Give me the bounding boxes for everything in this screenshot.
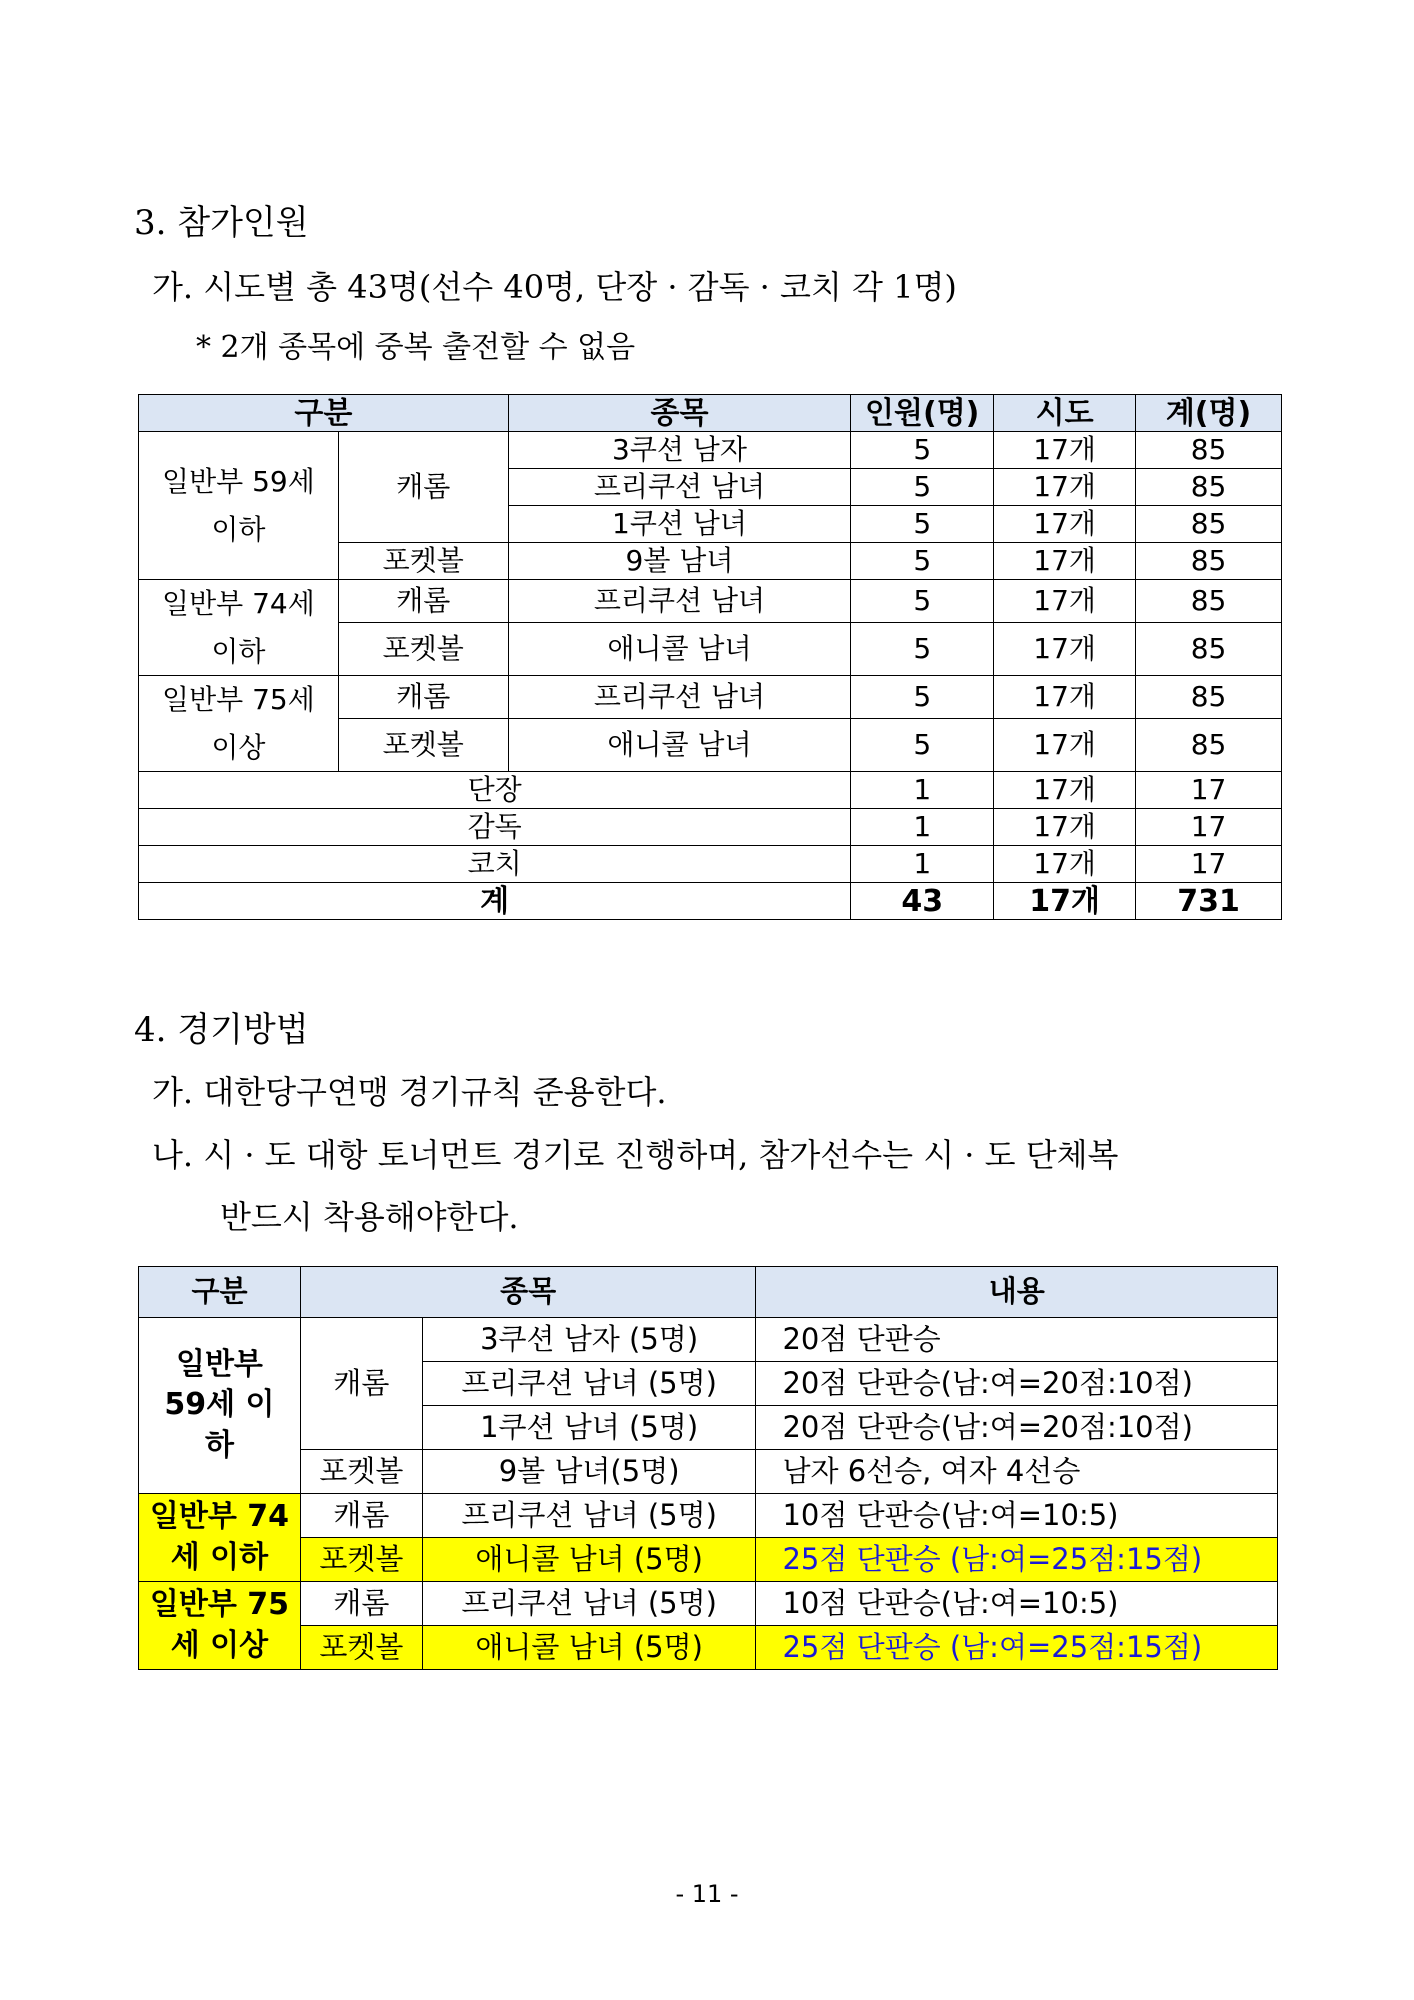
total-cell: 85: [1136, 719, 1282, 772]
sub-cell: 포켓볼: [338, 719, 508, 772]
sub-cell: 포켓볼: [300, 1450, 422, 1494]
sido-cell: 17개: [994, 772, 1136, 809]
table-row: [139, 1582, 1278, 1626]
section4-line-na-1: 나. 시 · 도 대항 토너먼트 경기로 진행하며, 참가선수는 시 · 도 단체복: [152, 1136, 1119, 1174]
sub-cell: 캐롬: [338, 580, 508, 623]
sub-cell: 캐롬: [338, 676, 508, 719]
sum-label: 계: [139, 883, 851, 920]
group-cell: 일반부 59세 이하: [139, 1318, 301, 1494]
group-cell: 일반부 74세 이하: [139, 580, 339, 676]
header-people: 인원(명): [851, 395, 994, 432]
header-event: 종목: [300, 1267, 756, 1318]
content-cell: 20점 단판승(남:여=20점:10점): [756, 1362, 1278, 1406]
content-cell: 20점 단판승: [756, 1318, 1278, 1362]
sum-people: 43: [851, 883, 994, 920]
table-row: [139, 1494, 1278, 1538]
event-cell: 9볼 남녀(5명): [422, 1450, 756, 1494]
total-cell: 17: [1136, 846, 1282, 883]
content-cell: 남자 6선승, 여자 4선승: [756, 1450, 1278, 1494]
match-method-table: [138, 1266, 1278, 1670]
content-cell: 25점 단판승 (남:여=25점:15점): [756, 1626, 1278, 1670]
people-cell: 5: [851, 469, 994, 506]
sido-cell: 17개: [994, 846, 1136, 883]
sub-cell: 포켓볼: [300, 1538, 422, 1582]
table-header-row: [139, 1267, 1278, 1318]
table-row: [139, 1450, 1278, 1494]
total-cell: 85: [1136, 543, 1282, 580]
sub-cell: 캐롬: [300, 1318, 422, 1450]
sub-cell: 캐롬: [300, 1582, 422, 1626]
people-cell: 1: [851, 846, 994, 883]
group-cell: 일반부 59세 이하: [139, 432, 339, 580]
event-cell: 3쿠션 남자: [508, 432, 851, 469]
sido-cell: 17개: [994, 622, 1136, 675]
content-cell: 10점 단판승(남:여=10:5): [756, 1582, 1278, 1626]
participants-table: [138, 394, 1282, 920]
group-cell: 일반부 75세 이상: [139, 1582, 301, 1670]
event-cell: 프리쿠션 남녀: [508, 676, 851, 719]
people-cell: 5: [851, 506, 994, 543]
people-cell: 5: [851, 676, 994, 719]
section4-heading: 4. 경기방법: [134, 1010, 309, 1050]
sido-cell: 17개: [994, 506, 1136, 543]
staff-label: 코치: [139, 846, 851, 883]
table-row: [139, 1318, 1278, 1362]
people-cell: 1: [851, 772, 994, 809]
people-cell: 5: [851, 719, 994, 772]
section4-line-ga: 가. 대한당구연맹 경기규칙 준용한다.: [152, 1073, 667, 1111]
total-cell: 85: [1136, 676, 1282, 719]
table-row: [139, 676, 1282, 719]
group-cell: 일반부 74세 이하: [139, 1494, 301, 1582]
sido-cell: 17개: [994, 719, 1136, 772]
page-number: - 11 -: [675, 1880, 739, 1908]
total-cell: 85: [1136, 622, 1282, 675]
sub-cell: 포켓볼: [338, 543, 508, 580]
sido-cell: 17개: [994, 676, 1136, 719]
sido-cell: 17개: [994, 469, 1136, 506]
event-cell: 애니콜 남녀 (5명): [422, 1626, 756, 1670]
header-category: 구분: [139, 395, 509, 432]
people-cell: 5: [851, 580, 994, 623]
staff-row: [139, 809, 1282, 846]
content-cell: 25점 단판승 (남:여=25점:15점): [756, 1538, 1278, 1582]
people-cell: 5: [851, 622, 994, 675]
group-cell: 일반부 75세 이상: [139, 676, 339, 772]
total-cell: 17: [1136, 809, 1282, 846]
content-cell: 10점 단판승(남:여=10:5): [756, 1494, 1278, 1538]
event-cell: 3쿠션 남자 (5명): [422, 1318, 756, 1362]
sub-cell: 포켓볼: [300, 1626, 422, 1670]
event-cell: 애니콜 남녀: [508, 622, 851, 675]
content-cell: 20점 단판승(남:여=20점:10점): [756, 1406, 1278, 1450]
total-cell: 85: [1136, 506, 1282, 543]
sido-cell: 17개: [994, 432, 1136, 469]
total-cell: 85: [1136, 432, 1282, 469]
table-row: [139, 580, 1282, 623]
section3-heading: 3. 참가인원: [134, 203, 309, 243]
people-cell: 1: [851, 809, 994, 846]
sum-row: [139, 883, 1282, 920]
sum-total: 731: [1136, 883, 1282, 920]
table-row: [139, 1626, 1278, 1670]
total-cell: 85: [1136, 469, 1282, 506]
event-cell: 1쿠션 남녀 (5명): [422, 1406, 756, 1450]
event-cell: 프리쿠션 남녀 (5명): [422, 1582, 756, 1626]
staff-row: [139, 846, 1282, 883]
header-total: 계(명): [1136, 395, 1282, 432]
table-row: [139, 432, 1282, 469]
staff-row: [139, 772, 1282, 809]
event-cell: 애니콜 남녀 (5명): [422, 1538, 756, 1582]
event-cell: 프리쿠션 남녀 (5명): [422, 1494, 756, 1538]
table-header-row: [139, 395, 1282, 432]
people-cell: 5: [851, 543, 994, 580]
sub-cell: 캐롬: [300, 1494, 422, 1538]
event-cell: 프리쿠션 남녀 (5명): [422, 1362, 756, 1406]
sido-cell: 17개: [994, 580, 1136, 623]
event-cell: 프리쿠션 남녀: [508, 580, 851, 623]
event-cell: 1쿠션 남녀: [508, 506, 851, 543]
total-cell: 85: [1136, 580, 1282, 623]
staff-label: 단장: [139, 772, 851, 809]
header-category: 구분: [139, 1267, 301, 1318]
staff-label: 감독: [139, 809, 851, 846]
section3-note: * 2개 종목에 중복 출전할 수 없음: [196, 330, 636, 365]
sub-cell: 포켓볼: [338, 622, 508, 675]
sum-sido: 17개: [994, 883, 1136, 920]
header-content: 내용: [756, 1267, 1278, 1318]
event-cell: 9볼 남녀: [508, 543, 851, 580]
people-cell: 5: [851, 432, 994, 469]
event-cell: 프리쿠션 남녀: [508, 469, 851, 506]
header-event: 종목: [508, 395, 851, 432]
section3-line-ga: 가. 시도별 총 43명(선수 40명, 단장 · 감독 · 코치 각 1명): [152, 268, 957, 306]
section4-line-na-2: 반드시 착용해야한다.: [220, 1198, 519, 1236]
event-cell: 애니콜 남녀: [508, 719, 851, 772]
sido-cell: 17개: [994, 543, 1136, 580]
sido-cell: 17개: [994, 809, 1136, 846]
table-row: [139, 1538, 1278, 1582]
header-sido: 시도: [994, 395, 1136, 432]
sub-cell: 캐롬: [338, 432, 508, 543]
total-cell: 17: [1136, 772, 1282, 809]
